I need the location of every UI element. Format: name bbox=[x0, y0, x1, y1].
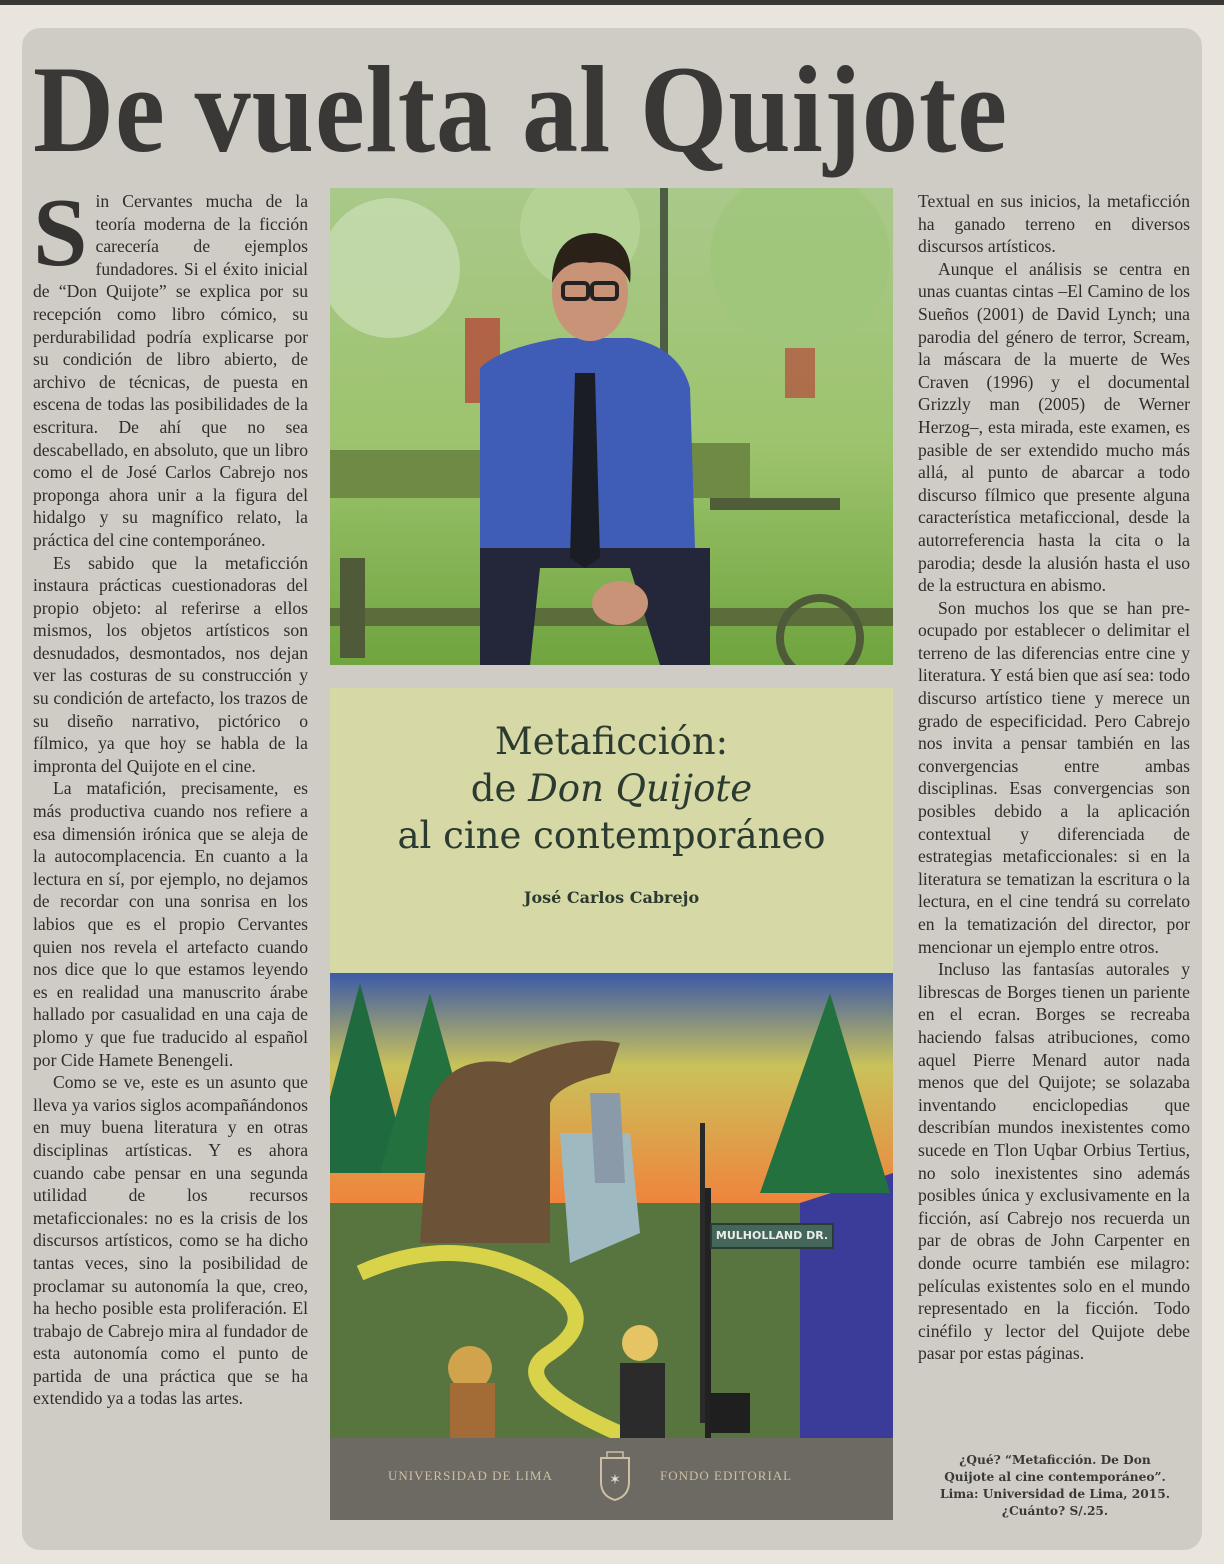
info-line: ¿Qué? “Metaficción. De Don bbox=[959, 1453, 1151, 1467]
paragraph: Es sabido que la metaficción instaura prácticas cuestionadoras del propio objeto: al referirse a ellos mismos, los objetos artísticos son desnudados, desmontados, nos dejan ver las costuras de su construcción y su condición de artefacto, los trazos de su diseño narrativo, pictórico o fílmico, ya que hoy se habla de la impronta del Quijote en el cine. bbox=[33, 552, 308, 776]
info-line: Quijote al cine contemporáneo”. bbox=[944, 1470, 1166, 1484]
paragraph: Sin Cervantes mucha de la teoría moderna de la ficción carecería de ejemplos fundadores. Si el éxito inicial de “Don Quijote” se explica por su recepción como libro cómico, su perdurabilidad podría explicarse por su condición de libro abierto, de archivo de técnicas, de puesta en escena de todas las posibilidades de la escritura. De ahí que no sea descabellado, en absoluto, que un libro como el de José Carlos Cabrejo nos proponga ahora unir a la figura del hidalgo y su magnífico relato, la práctica del cine contemporáneo. bbox=[33, 179, 308, 550]
drop-cap: S bbox=[33, 179, 88, 287]
left-column bbox=[33, 179, 308, 1410]
paragraph: Como se ve, este es un asunto que lleva ya varios siglos acompañándonos en muy buena literatura y en otras disciplinas artísticas. Y es ahora cuando cabe pensar en una segunda utilidad de los recursos metaficcionales: no es la crisis de los discursos artísticos, como se ha dicho tantas veces, sino la posibilidad de proclamar su autonomía la que, creo, ha hecho posible esta proliferación. El trabajo de Cabrejo mira al fundador de esta autonomía como el punto de partida de una práctica que se ha extendido ya a todas las artes. bbox=[33, 1072, 308, 1409]
author-photo bbox=[330, 188, 893, 665]
book-info-box bbox=[930, 1452, 1180, 1520]
cover-author: José Carlos Cabrejo bbox=[523, 888, 700, 907]
street-sign: MULHOLLAND DR. bbox=[710, 1223, 834, 1249]
book-cover bbox=[330, 688, 893, 1520]
paragraph: La matafición, precisamente, es más productiva cuando nos refiere a esa dimensión irónica que se aleja de la autocomplacencia. En cuanto a la lectura en sí, por ejemplo, no dejamos de recordar con una sonrisa en los labios que es el propio Cervantes quien nos revela el artefacto cuando nos dice que lo que estamos leyendo es en realidad una manuscrito árabe hallado por casualidad en una caja de plomo y que fue traducido al español por Cide Hamete Benengeli. bbox=[33, 778, 308, 1070]
author-photo-image bbox=[330, 188, 893, 665]
university-crest-icon bbox=[597, 1448, 633, 1502]
cover-illustration-image bbox=[330, 973, 893, 1438]
paragraph: Son muchos los que se han preocupado por establecer o delimitar el terreno de las diferencias entre cine y literatura. Y está bien que así sea: todo discurso artístico tiene y merece un grado de especificidad. Pero Cabrejo nos invita a pensar también en las convergencias entre ambas disciplinas. Esas convergencias son posibles debido a la aplicación contextual y diferenciada de estrategias metaficcionales: si en la literatura se tematizan la escritura o la lectura, en el cine tendrá su correlato en la tematización del director, por mencionar un ejemplo entre otros. bbox=[918, 597, 1190, 957]
paragraph: Aunque el análisis se centra en unas cuantas cintas –El Camino de los Sueños (2001) de David Lynch; una parodia del género de terror, Scream, la máscara de la muerte de Wes Craven (1996) y el documental Grizzly man (2005) de Werner Herzog–, esta mirada, este examen, es pasible de ser extendido mucho más allá, al punto de abarcar a todo discurso fílmico que presente alguna característica metaficcional, desde la autorreferencia hasta la cita o la parodia; desde la alusión hasta el uso de la estructura en abismo. bbox=[918, 258, 1190, 596]
info-line: Lima: Universidad de Lima, 2015. bbox=[940, 1487, 1170, 1501]
cover-publisher-band bbox=[330, 1438, 893, 1520]
headline: De vuelta al Quijote bbox=[33, 41, 1008, 178]
cover-illustration bbox=[330, 973, 893, 1438]
paragraph: Incluso las fantasías autorales y librescas de Borges tienen un pariente en el ecran. Borges se recreaba haciendo falsas atribuciones, como aquel Pierre Menard autor nada menos que del Quijote; se solazaba inventando enciclopedias que describían mundos inexistentes como sucede en Tlon Uqbar Orbius Tertius, no solo inexistentes sino además posibles única y exclusivamente en la ficción, así Cabrejo nos recuerda un par de obras de John Carpenter en donde ocurre también ese milagro: películas existentes solo en el mundo representado en la ficción. Todo cinéfilo y lector del Quijote debe pasar por estas páginas. bbox=[918, 959, 1190, 1364]
info-line: ¿Cuánto? S/.25. bbox=[1001, 1504, 1109, 1518]
right-column bbox=[918, 190, 1190, 1365]
publisher-division: FONDO EDITORIAL bbox=[660, 1468, 793, 1483]
publisher-name: UNIVERSIDAD DE LIMA bbox=[388, 1468, 553, 1483]
top-rule bbox=[0, 0, 1224, 5]
svg-text:✶: ✶ bbox=[609, 1473, 621, 1488]
paragraph: Textual en sus inicios, la metaficción ha ganado terreno en diversos discursos artísticos. bbox=[918, 191, 1190, 257]
cover-title: Metaficción: de Don Quijote al cine contemporáneo bbox=[397, 720, 826, 857]
